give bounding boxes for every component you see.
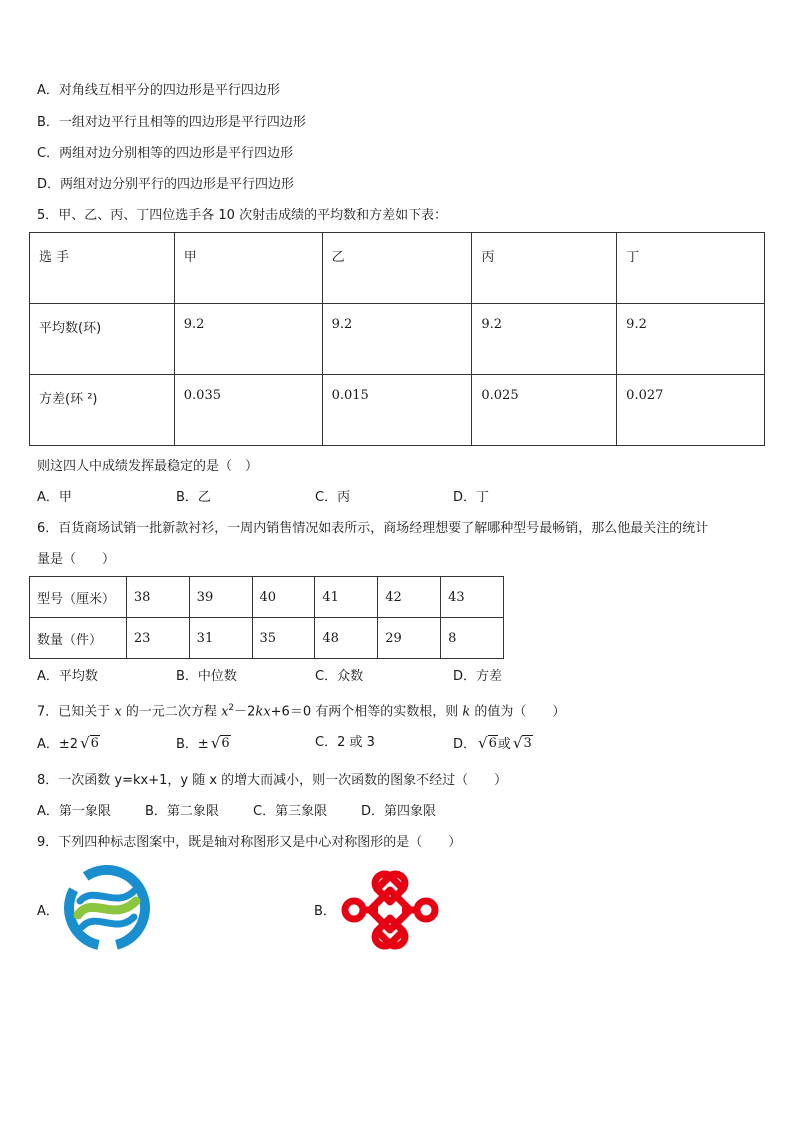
q5-option-c: C．丙	[315, 490, 351, 505]
q5-option-d: D．丁	[453, 490, 490, 505]
q6-stem-line1: 6．百货商场试销一批新款衬衫，一周内销售情况如表所示，商场经理想要了解哪种型号最畅销，那么他最关注的统计	[37, 521, 709, 536]
sqrt-symbol: √ 6	[210, 734, 230, 752]
q7-option-d-radicand-1: 6	[488, 736, 497, 751]
q7-option-a-pm: ±2	[58, 737, 79, 752]
table-cell: 43	[441, 577, 504, 618]
q7-option-a	[37, 734, 100, 754]
sqrt-symbol: √ 6	[478, 734, 497, 752]
table-cell: 42	[378, 577, 441, 618]
q8-option-c: C．第三象限	[253, 804, 328, 819]
q7-var-k: k	[462, 704, 471, 720]
table-cell: 23	[126, 618, 189, 659]
table-row	[30, 375, 765, 446]
q7-option-d-or: 或	[497, 737, 511, 752]
q6-option-b: B．中位数	[176, 669, 237, 684]
q7-option-b-pm: ±	[197, 737, 209, 752]
table-cell: 数量（件）	[30, 618, 127, 659]
table-cell: 乙	[322, 233, 472, 304]
china-mobile-logo-icon	[64, 865, 150, 951]
q7-option-d-radicand-2: 3	[523, 736, 532, 751]
q4-option-b: B．一组对边平行且相等的四边形是平行四边形	[37, 115, 306, 130]
q9-stem: 9．下列四种标志图案中，既是轴对称图形又是中心对称图形的是（ ）	[37, 835, 462, 850]
sqrt-symbol: √ 3	[512, 734, 532, 752]
table-row	[30, 304, 765, 375]
table-cell: 0.025	[472, 375, 617, 446]
q5-stem: 5．甲、乙、丙、丁四位选手各 10 次射击成绩的平均数和方差如下表：	[37, 208, 448, 223]
q7-stem	[37, 699, 565, 721]
table-cell: 29	[378, 618, 441, 659]
q5-question: 则这四人中成绩发挥最稳定的是（ ）	[37, 459, 259, 474]
q7-eq-minus: －2	[234, 704, 256, 720]
table-cell: 40	[252, 577, 315, 618]
table-cell: 0.015	[322, 375, 472, 446]
table-cell: 41	[315, 577, 378, 618]
table-cell: 0.035	[174, 375, 322, 446]
q7-middle: 的一元二次方程	[125, 704, 217, 720]
q8-stem: 8．一次函数 y=kx+1，y 随 x 的增大而减小，则一次函数的图象不经过（ ）	[37, 773, 508, 788]
china-unicom-logo-icon	[340, 868, 440, 952]
q7-eq-rest: +6＝0 有两个相等的实数根，则	[270, 704, 459, 720]
table-cell: 0.027	[617, 375, 765, 446]
table-cell: 丁	[617, 233, 765, 304]
q6-stem-line2: 量是（ ）	[37, 552, 116, 567]
q4-option-a: A．对角线互相平分的四边形是平行四边形	[37, 83, 280, 98]
q7-eq-k: k	[255, 704, 264, 720]
q8-option-d: D．第四象限	[361, 804, 437, 819]
q7-eq-x: x	[221, 704, 229, 720]
table-cell: 48	[315, 618, 378, 659]
table-cell: 9.2	[472, 304, 617, 375]
table-row	[30, 577, 504, 618]
table-cell: 方差(环 ²)	[30, 375, 175, 446]
table-cell: 9.2	[322, 304, 472, 375]
table-cell: 39	[189, 577, 252, 618]
sqrt-symbol: √ 6	[80, 734, 99, 752]
q4-option-d: D．两组对边分别平行的四边形是平行四边形	[37, 177, 295, 192]
q7-var-x: x	[114, 704, 122, 720]
table-cell: 35	[252, 618, 315, 659]
q4-option-c: C．两组对边分别相等的四边形是平行四边形	[37, 146, 294, 161]
q7-option-a-radicand: 6	[90, 736, 99, 751]
q5-option-a: A．甲	[37, 490, 72, 505]
table-cell: 甲	[174, 233, 322, 304]
q9-option-a-label: A．	[37, 904, 59, 919]
table-cell: 38	[126, 577, 189, 618]
q7-option-b	[176, 734, 231, 754]
q6-table	[29, 576, 504, 659]
q7-option-a-label: A．	[37, 737, 59, 752]
q7-option-d	[453, 734, 533, 754]
q7-option-b-radicand: 6	[221, 736, 230, 751]
table-cell: 型号（厘米）	[30, 577, 127, 618]
table-cell: 9.2	[174, 304, 322, 375]
table-cell: 选 手	[30, 233, 175, 304]
table-cell: 9.2	[617, 304, 765, 375]
table-cell: 平均数(环)	[30, 304, 175, 375]
q7-option-d-label: D．	[453, 737, 477, 752]
table-cell: 31	[189, 618, 252, 659]
q7-prefix: 7．已知关于	[37, 704, 111, 720]
table-cell: 丙	[472, 233, 617, 304]
q7-suffix: 的值为（ ）	[474, 704, 566, 720]
q7-eq-x2: x	[263, 704, 271, 720]
table-row	[30, 618, 504, 659]
q8-option-b: B．第二象限	[145, 804, 219, 819]
table-cell: 8	[441, 618, 504, 659]
q6-option-a: A．平均数	[37, 669, 98, 684]
q7-option-b-label: B．	[176, 737, 198, 752]
q7-option-c: C．2 或 3	[315, 735, 375, 750]
table-row	[30, 233, 765, 304]
q5-table	[29, 232, 765, 446]
q7-eq-sup: 2	[228, 703, 235, 713]
q8-option-a: A．第一象限	[37, 804, 111, 819]
q6-option-d: D．方差	[453, 669, 503, 684]
q5-option-b: B．乙	[176, 490, 211, 505]
q6-option-c: C．众数	[315, 669, 364, 684]
q9-option-b-label: B．	[314, 904, 336, 919]
